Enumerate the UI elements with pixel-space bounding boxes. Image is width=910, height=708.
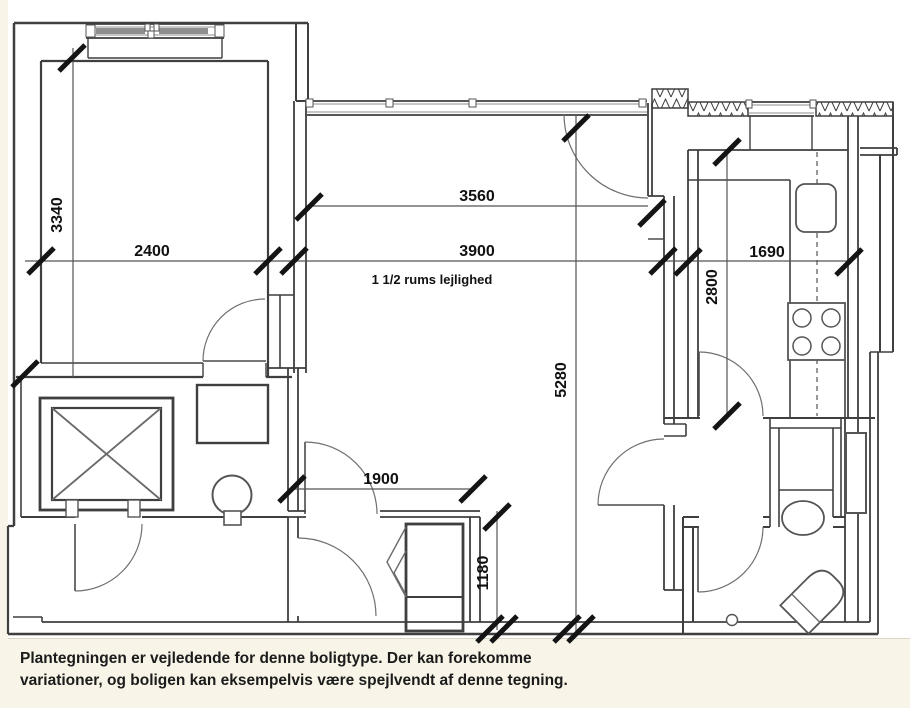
- door-bathroom: [698, 527, 763, 592]
- door-kitchen: [699, 352, 763, 416]
- toilet: [780, 564, 849, 633]
- door-stairs: [75, 524, 142, 591]
- door-living: [598, 439, 664, 505]
- dim-1690: 1690: [749, 244, 785, 261]
- stove-burners: [788, 303, 845, 360]
- caption-line2: variationer, og boligen kan eksempelvis være spejlvendt af denne tegning.: [20, 672, 568, 689]
- dim-3340: 3340: [49, 197, 66, 233]
- dim-3560: 3560: [459, 188, 495, 205]
- closet-box: [197, 385, 268, 443]
- caption: [20, 648, 890, 692]
- dim-1900: 1900: [363, 471, 399, 488]
- duct-shaft: [846, 433, 866, 513]
- window-top-left: [86, 24, 224, 38]
- window-band-living: [306, 99, 647, 115]
- elevator-symbol: [40, 398, 173, 517]
- kitchen-sink: [796, 184, 836, 232]
- floor-drain: [727, 615, 738, 626]
- doors: [75, 114, 763, 616]
- apartment-type-label: 1 1/2 rums lejlighed: [371, 272, 493, 287]
- dimension-ticks: [12, 45, 862, 642]
- dim-5280: 5280: [553, 362, 570, 398]
- door-room1: [203, 299, 266, 361]
- caption-line1: Plantegningen er vejledende for denne boligtype. Der kan forekomme: [20, 650, 532, 667]
- dim-1180: 1180: [475, 555, 492, 591]
- wardrobe: [387, 524, 463, 631]
- dim-3900: 3900: [459, 243, 495, 260]
- fixtures: [40, 152, 866, 634]
- dim-2800: 2800: [704, 269, 721, 305]
- bathroom-sink: [782, 501, 824, 535]
- dimension-lines: [25, 48, 850, 634]
- door-room-b: [298, 538, 376, 616]
- window-kitchen: [746, 100, 816, 116]
- dim-2400: 2400: [134, 243, 170, 260]
